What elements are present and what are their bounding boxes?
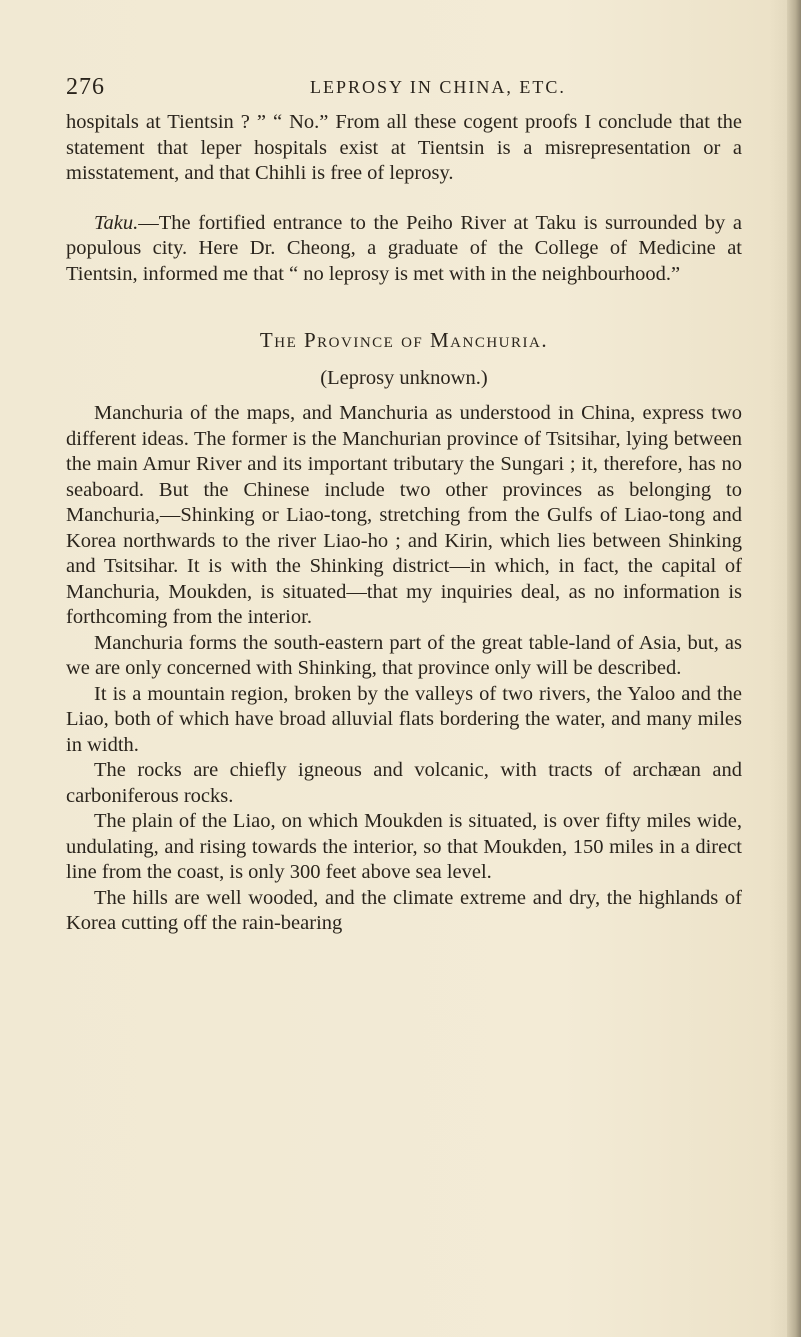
paragraph-table-land: Manchuria forms the south-eastern part of the great table-land of Asia, but, as we are only concerned with Shinking, that province only will be described. <box>66 631 742 679</box>
paragraph-hills-climate: The hills are well wooded, and the climate extreme and dry, the highlands of Korea cutting off the rain-bearing <box>66 886 742 934</box>
section-subtitle: (Leprosy unknown.) <box>320 366 488 389</box>
page-number: 276 <box>66 74 105 100</box>
taku-lead-in: Taku. <box>94 211 139 234</box>
paragraph-manchuria-maps: Manchuria of the maps, and Manchuria as understood in China, express two different ideas. The former is the Manchurian province of Tsitsihar, lying between the main Amur River and its important tributary the Sungari ; it, therefore, has no seaboard. But the Chinese include two other provinces as belonging to Manchuria,—Shinking or Liao-tong, stretching from the Gulfs of Liao-tong and Korea northwards to the river Liao-ho ; and Kirin, which lies between Shinking and Tsitsihar. It is with the Shinking district—in which, in fact, the capital of Manchuria, Moukden, is situated—that my inquiries deal, as no information is forthcoming from the interior. <box>66 402 742 628</box>
paragraph-rocks: The rocks are chiefly igneous and volcanic, with tracts of archæan and carboniferous rocks. <box>66 759 742 807</box>
section-title: The Province of Manchuria. <box>259 328 549 352</box>
running-head: LEPROSY IN CHINA, ETC. <box>310 77 566 97</box>
paragraph-liao-plain: The plain of the Liao, on which Moukden is situated, is over fifty miles wide, undulating, and rising towards the interior, so that Moukden, 150 miles in a direct line from the coast, is only 300 feet above sea level. <box>66 810 742 883</box>
paragraph-mountain-region: It is a mountain region, broken by the valleys of two rivers, the Yaloo and the Liao, both of which have broad alluvial flats bordering the water, and many miles in width. <box>66 682 742 756</box>
page-spine-shadow <box>787 0 801 1337</box>
taku-text: —The fortified entrance to the Peiho River at Taku is surrounded by a populous city. Here Dr. Cheong, a graduate of the College of Medicine at Tientsin, informed me that “ no leprosy is met with in the neighbourhood.” <box>66 211 742 285</box>
paragraph-taku <box>66 211 742 288</box>
paragraph-hospitals: hospitals at Tientsin ? ” “ No.” From all these cogent proofs I conclude that the statement that leper hospitals exist at Tientsin is a misrepresentation or a misstatement, and that Chihli is free of leprosy. <box>66 111 742 184</box>
body-text <box>66 110 742 937</box>
page-header <box>0 74 801 104</box>
